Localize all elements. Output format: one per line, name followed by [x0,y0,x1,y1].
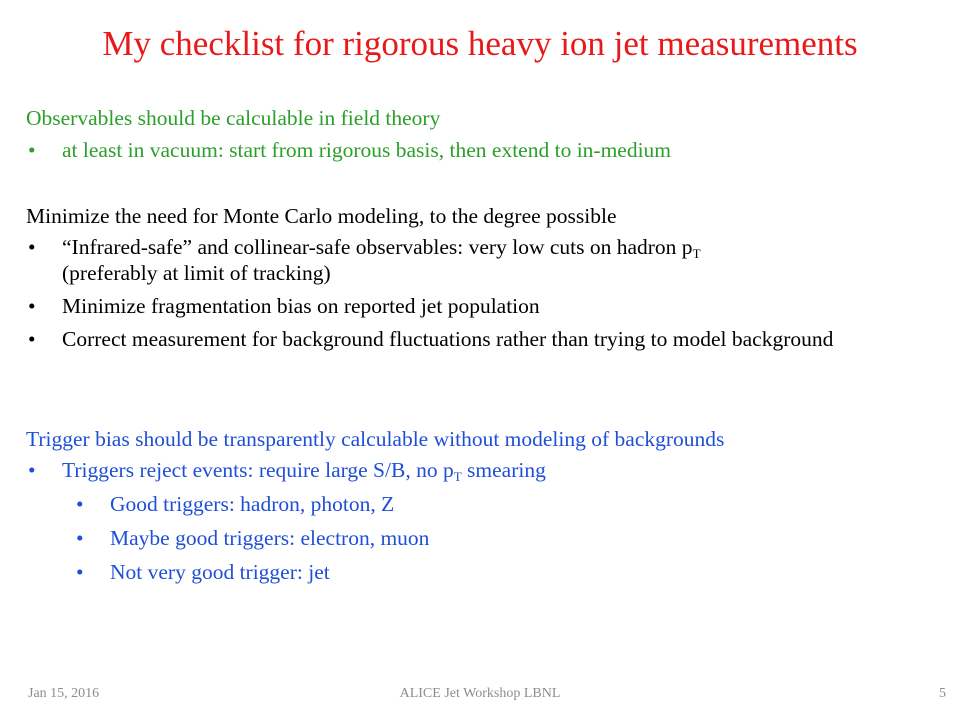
section-heading: Trigger bias should be transparently calculable without modeling of backgrounds [26,427,725,451]
footer-date: Jan 15, 2016 [28,686,100,701]
bullet-icon: • [76,560,84,584]
list-item-text: at least in vacuum: start from rigorous basis, then extend to in-medium [62,138,672,162]
section-calculable [26,105,946,163]
list-item-text: Not very good trigger: jet [110,560,330,584]
bullet-icon: • [28,138,36,162]
slide-title: My checklist for rigorous heavy ion jet measurements [102,24,858,63]
list-item-text-cont: smearing [461,458,546,482]
sub-list-item [26,559,946,585]
section-heading: Minimize the need for Monte Carlo modeling, to the degree possible [26,204,617,228]
list-item-text: “Infrared-safe” and collinear-safe observables: very low cuts on hadron p [62,235,693,259]
list-item-text: Correct measurement for background fluctuations rather than trying to model background [62,327,834,351]
bullet-icon: • [28,294,36,318]
bullet-list [26,457,946,585]
section-heading: Observables should be calculable in field theory [26,106,441,130]
subscript: T [453,469,462,484]
footer-page-number: 5 [939,686,946,701]
bullet-icon: • [76,492,84,516]
list-item-text: Triggers reject events: require large S/B, no p [62,458,454,482]
bullet-icon: • [28,327,36,351]
list-item-text: Good triggers: hadron, photon, Z [110,492,395,516]
footer-event: ALICE Jet Workshop LBNL [399,686,561,701]
list-item [26,457,946,483]
list-item-text: Minimize fragmentation bias on reported jet population [62,294,540,318]
list-item-text-cont: (preferably at limit of tracking) [62,261,331,285]
list-item [26,326,946,352]
list-item [26,137,946,163]
sub-list-item [26,525,946,551]
section-monte-carlo [26,203,946,352]
list-item [26,234,946,286]
bullet-list [26,234,946,352]
list-item [26,293,946,319]
section-trigger-bias [26,426,946,585]
bullet-list [26,137,946,163]
list-item-text: Maybe good triggers: electron, muon [110,526,430,550]
bullet-icon: • [28,458,36,482]
bullet-icon: • [28,235,36,259]
bullet-icon: • [76,526,84,550]
subscript: T [692,246,701,261]
sub-list-item [26,491,946,517]
